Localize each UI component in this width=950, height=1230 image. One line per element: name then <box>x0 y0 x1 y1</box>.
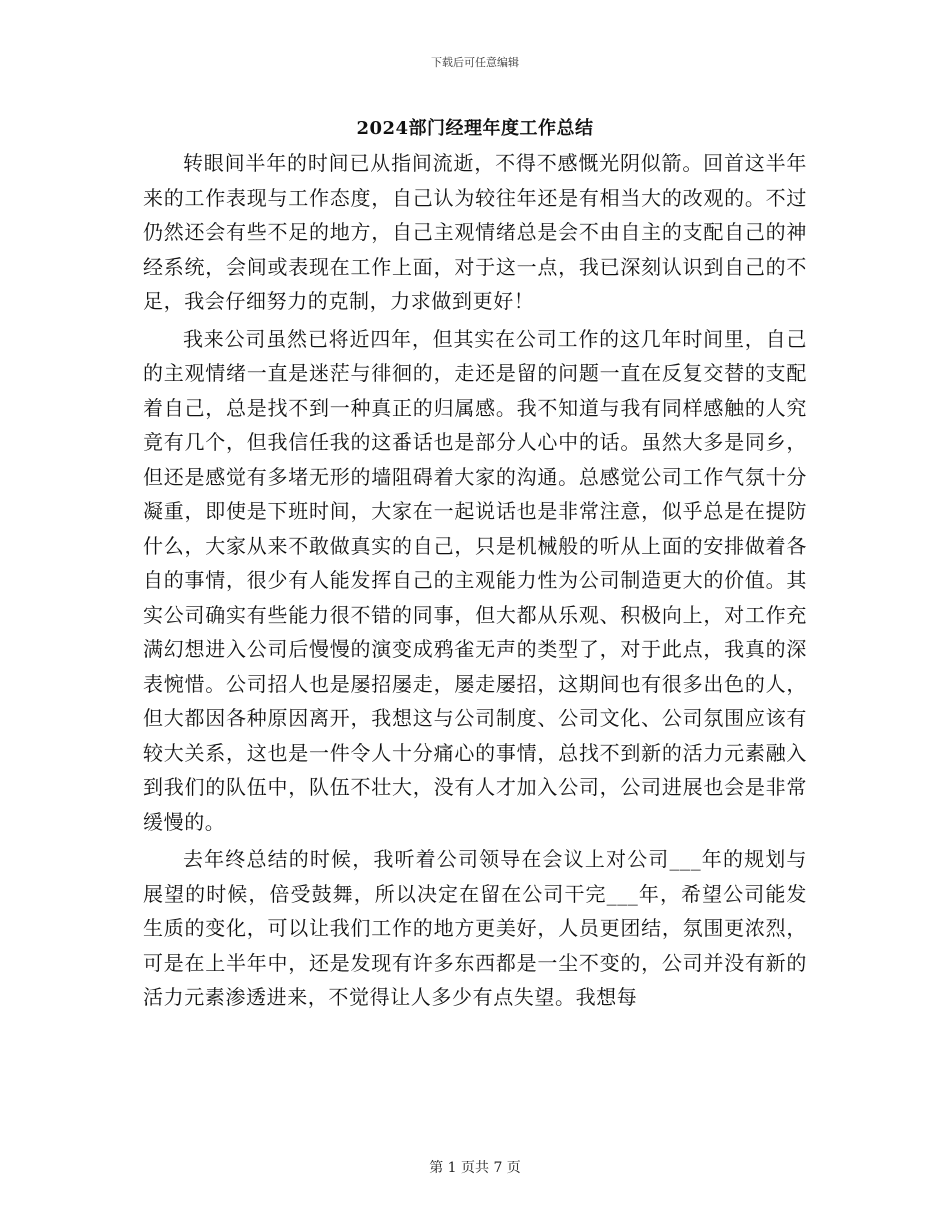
page-footer: 第 1 页共 7 页 <box>429 1160 521 1176</box>
paragraph-3: 去年终总结的时候，我听着公司领导在会议上对公司___年的规划与展望的时候，倍受鼓舞，所以决定在留在公司干完___年，希望公司能发生质的变化，可以让我们工作的地方更美好，人员更团结，氛围更浓烈，可是在上半年中，还是发现有许多东西都是一尘不变的，公司并没有新的活力元素渗透进来，不觉得让人多少有点失望。我想每 <box>143 847 807 1009</box>
document-title: 2024部门经理年度工作总结 <box>356 118 594 139</box>
paragraph-1: 转眼间半年的时间已从指间流逝，不得不感慨光阴似箭。回首这半年来的工作表现与工作态度，自己认为较往年还是有相当大的改观的。不过仍然还会有些不足的地方，自己主观情绪总是会不由自主的支配自己的神经系统，会间或表现在工作上面，对于这一点，我已深刻认识到自己的不足，我会仔细努力的克制，力求做到更好！ <box>143 151 807 313</box>
paragraph-2: 我来公司虽然已将近四年，但其实在公司工作的这几年时间里，自己的主观情绪一直是迷茫与徘徊的，走还是留的问题一直在反复交替的支配着自己，总是找不到一种真正的归属感。我不知道与我有同样感触的人究竟有几个，但我信任我的这番话也是部分人心中的话。虽然大多是同乡，但还是感觉有多堵无形的墙阻碍着大家的沟通。总感觉公司工作气氛十分凝重，即使是下班时间，大家在一起说话也是非常注意，似乎总是在提防什么，大家从来不敢做真实的自己，只是机械般的听从上面的安排做着各自的事情，很少有人能发挥自己的主观能力性为公司制造更大的价值。其实公司确实有些能力很不错的同事，但大都从乐观、积极向上，对工作充满幻想进入公司后慢慢的演变成鸦雀无声的类型了，对于此点，我真的深表惋惜。公司招人也是屡招屡走，屡走屡招，这期间也有很多出色的人，但大都因各种原因离开，我想这与公司制度、公司文化、公司氛围应该有较大关系，这也是一件令人十分痛心的事情，总找不到新的活力元素融入到我们的队伍中，队伍不壮大，没有人才加入公司，公司进展也会是非常缓慢的。 <box>143 326 807 834</box>
header-note: 下载后可任意编辑 <box>431 56 519 69</box>
document-body <box>143 146 807 1015</box>
